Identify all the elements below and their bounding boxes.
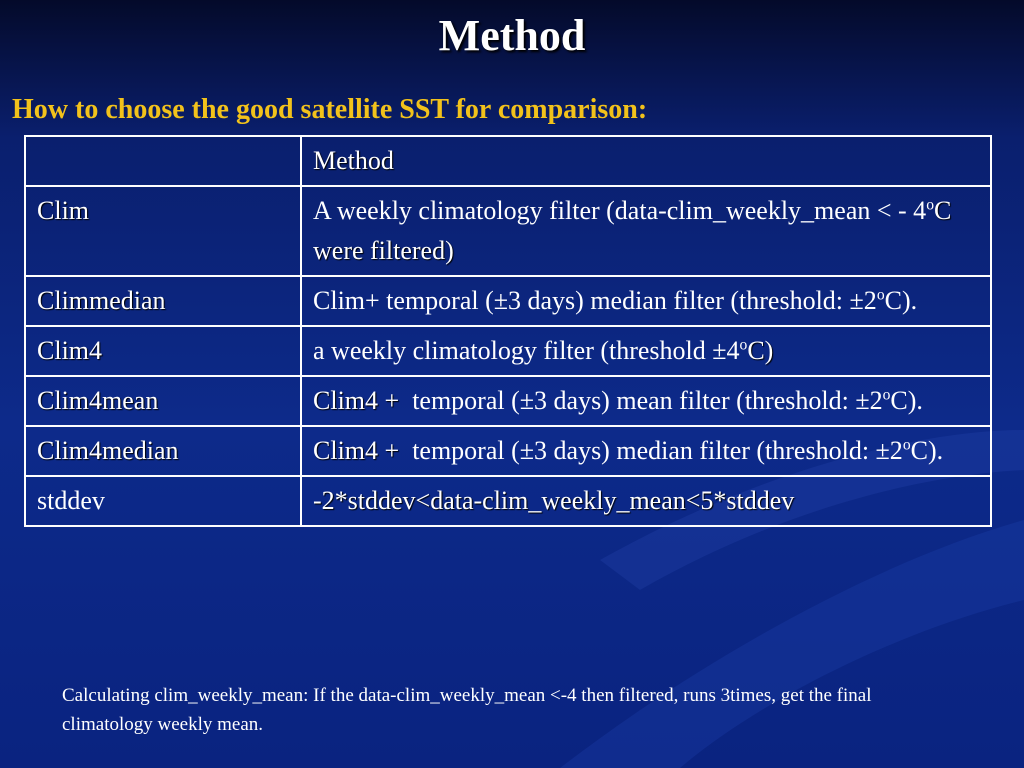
table-header-row [25, 136, 991, 186]
desc-text-tail: C). [910, 436, 944, 465]
method-description [301, 186, 991, 276]
desc-text-tail: C). [884, 286, 918, 315]
desc-lead: Clim4 + [313, 436, 400, 465]
method-name: Clim4 [25, 326, 301, 376]
desc-text: temporal (±3 days) mean filter (threshold: ±2 [412, 386, 883, 415]
header-cell-method: Method [301, 136, 991, 186]
table-row [25, 476, 991, 526]
table-row [25, 376, 991, 426]
method-name: Clim4median [25, 426, 301, 476]
method-description [301, 426, 991, 476]
method-name: stddev [25, 476, 301, 526]
desc-text: a weekly climatology filter (threshold ±4 [313, 336, 740, 365]
method-description [301, 276, 991, 326]
desc-text-tail: C). [890, 386, 923, 415]
methods-table [24, 135, 992, 527]
degree-sup: o [902, 436, 911, 454]
table-row [25, 186, 991, 276]
degree-sup: o [739, 336, 748, 354]
method-name: Clim4mean [25, 376, 301, 426]
table-row [25, 326, 991, 376]
table-row [25, 426, 991, 476]
desc-text-tail: C were filtered) [313, 196, 952, 265]
method-description [301, 376, 991, 426]
method-name: Clim [25, 186, 301, 276]
degree-sup: o [882, 386, 891, 404]
footnote: Calculating clim_weekly_mean: If the data-clim_weekly_mean <-4 then filtered, runs 3times, get the final climatology weekly mean. [62, 685, 872, 735]
slide-title: Method [438, 11, 586, 60]
method-description [301, 326, 991, 376]
desc-text-tail: C) [747, 336, 774, 365]
desc-text: temporal (±3 days) median filter (threshold: ±2 [412, 436, 903, 465]
desc-text: Clim+ temporal (±3 days) median filter (threshold: ±2 [313, 286, 877, 315]
desc-lead: Clim4 + [313, 386, 400, 415]
table-row [25, 276, 991, 326]
degree-sup: o [876, 286, 885, 304]
slide-subtitle: How to choose the good satellite SST for comparison: [12, 94, 648, 125]
degree-sup: o [926, 196, 934, 214]
method-name: Climmedian [25, 276, 301, 326]
header-cell-name [25, 136, 301, 186]
method-description: -2*stddev<data-clim_weekly_mean<5*stddev [301, 476, 991, 526]
desc-text: A weekly climatology filter (data-clim_weekly_mean < - 4 [313, 196, 927, 225]
